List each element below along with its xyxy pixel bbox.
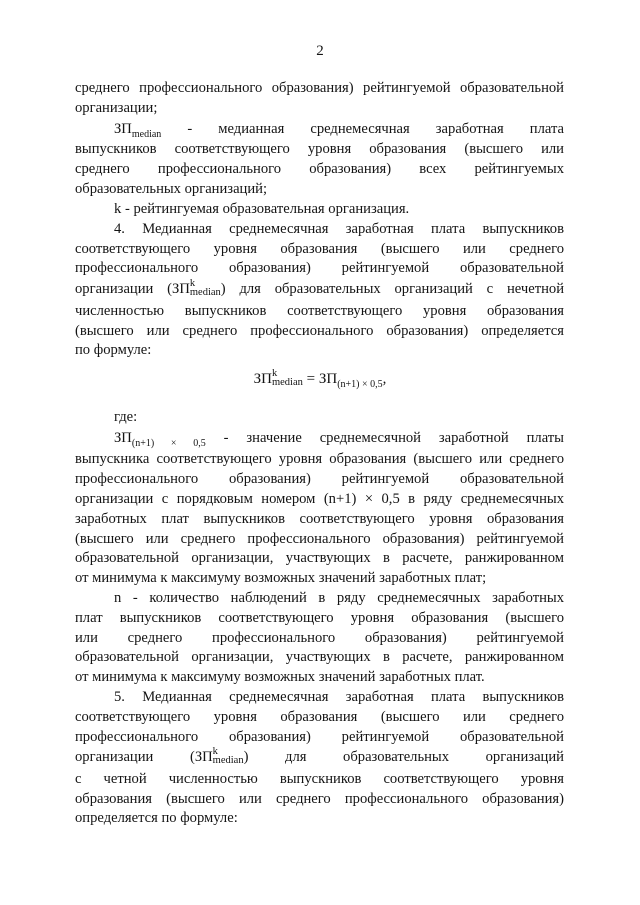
text-fragment: - медианная среднемесячная заработная плата xyxy=(161,121,564,137)
text-line: среднего профессионального образования) рейтингуемой образовательной xyxy=(75,80,564,96)
text-line: образовательных организаций; xyxy=(75,181,268,197)
text-line-with-symbol: организации (ЗП k median ) для образовательных организаций xyxy=(75,746,564,766)
text-line: (высшего или среднего профессионального образования) рейтингуемой xyxy=(75,531,564,547)
symbol-zp: ЗП xyxy=(172,281,190,297)
symbol-subscript-index: (n+1) × 0,5 xyxy=(337,379,383,390)
text-line: численностью выпускников соответствующего уровня образования xyxy=(75,303,564,319)
text-line: заработных плат выпускников соответствующего уровня образования xyxy=(75,511,564,527)
text-line: плат выпускников соответствующего уровня образования (высшего xyxy=(75,610,564,626)
symbol-superscript-k: k xyxy=(189,278,196,289)
text-line: среднего профессионального образования) всех рейтингуемых xyxy=(75,161,564,177)
text-line: соответствующего уровня образования (высшего или среднего xyxy=(75,709,564,725)
text-line: организации с порядковым номером (n+1) × 0,5 в ряду среднемесячных xyxy=(75,491,564,507)
paragraph-5-start: 5. Медианная среднемесячная заработная плата выпускников xyxy=(114,689,564,705)
text-line: по формуле: xyxy=(75,342,152,358)
text-line: выпускников соответствующего уровня образования (высшего или xyxy=(75,141,564,157)
symbol-subscript-median: median xyxy=(271,377,303,388)
symbol-subscript-median: median xyxy=(212,755,244,766)
text-line: определяется по формуле: xyxy=(75,810,238,826)
page-number: 2 xyxy=(316,43,324,59)
text-line: где: xyxy=(114,409,138,425)
symbol-subscript-index: (n+1) × 0,5 xyxy=(131,437,206,449)
text-line: с четной численностью выпускников соответствующего уровня xyxy=(75,771,564,787)
definition-zp-index: $ЗП_{(n+1) \times 0,5}$ - значение среднемесячной заработной платы xyxy=(114,430,564,449)
paragraph-4-start: 4. Медианная среднемесячная заработная плата выпускников xyxy=(114,221,564,237)
text-line: соответствующего уровня образования (высшего или среднего xyxy=(75,241,564,257)
symbol-zp: ЗП xyxy=(114,121,132,137)
symbol-zp: ЗП xyxy=(318,371,338,387)
text-line: профессионального образования) рейтингуемой образовательной xyxy=(75,260,564,276)
text-line: образовательной организации, участвующих в расчете, ранжированном xyxy=(75,550,564,566)
text-line: от минимума к максимуму возможных значений заработных плат. xyxy=(75,669,485,685)
text-line: k - рейтингуемая образовательная организация. xyxy=(114,201,410,217)
symbol-subscript-median: median xyxy=(189,287,221,298)
symbol-superscript-k: k xyxy=(271,368,278,379)
text-line: (высшего или среднего профессионального образования) определяется xyxy=(75,323,564,339)
definition-zp-median xyxy=(114,120,564,139)
text-line: n - количество наблюдений в ряду среднемесячных заработных xyxy=(114,590,564,606)
symbol-zp: ЗП xyxy=(114,430,132,446)
text-line-with-symbol: организации (ЗП k median ) для образовательных организаций с нечетной xyxy=(75,278,565,298)
symbol-subscript-median: median xyxy=(131,128,162,140)
symbol-zp: ЗП xyxy=(253,371,272,387)
text-line: профессионального образования) рейтингуемой образовательной xyxy=(75,471,564,487)
text-line: выпускника соответствующего уровня образования (высшего или среднего xyxy=(75,451,564,467)
text-line: от минимума к максимуму возможных значений заработных плат; xyxy=(75,570,487,586)
text-line: организации; xyxy=(75,100,158,116)
symbol-zp: ЗП xyxy=(194,749,213,765)
formula-odd: ЗП k median = $ЗП_{(n+1) \times 0,5}$, xyxy=(253,368,387,390)
text-line: профессионального образования) рейтингуемой образовательной xyxy=(75,729,564,745)
text-line: образовательной организации, участвующих в расчете, ранжированном xyxy=(75,649,564,665)
symbol-superscript-k: k xyxy=(212,746,218,757)
text-line: или среднего профессионального образования) рейтингуемой xyxy=(75,630,564,646)
text-line: образования (высшего или среднего профессионального образования) xyxy=(75,791,564,807)
